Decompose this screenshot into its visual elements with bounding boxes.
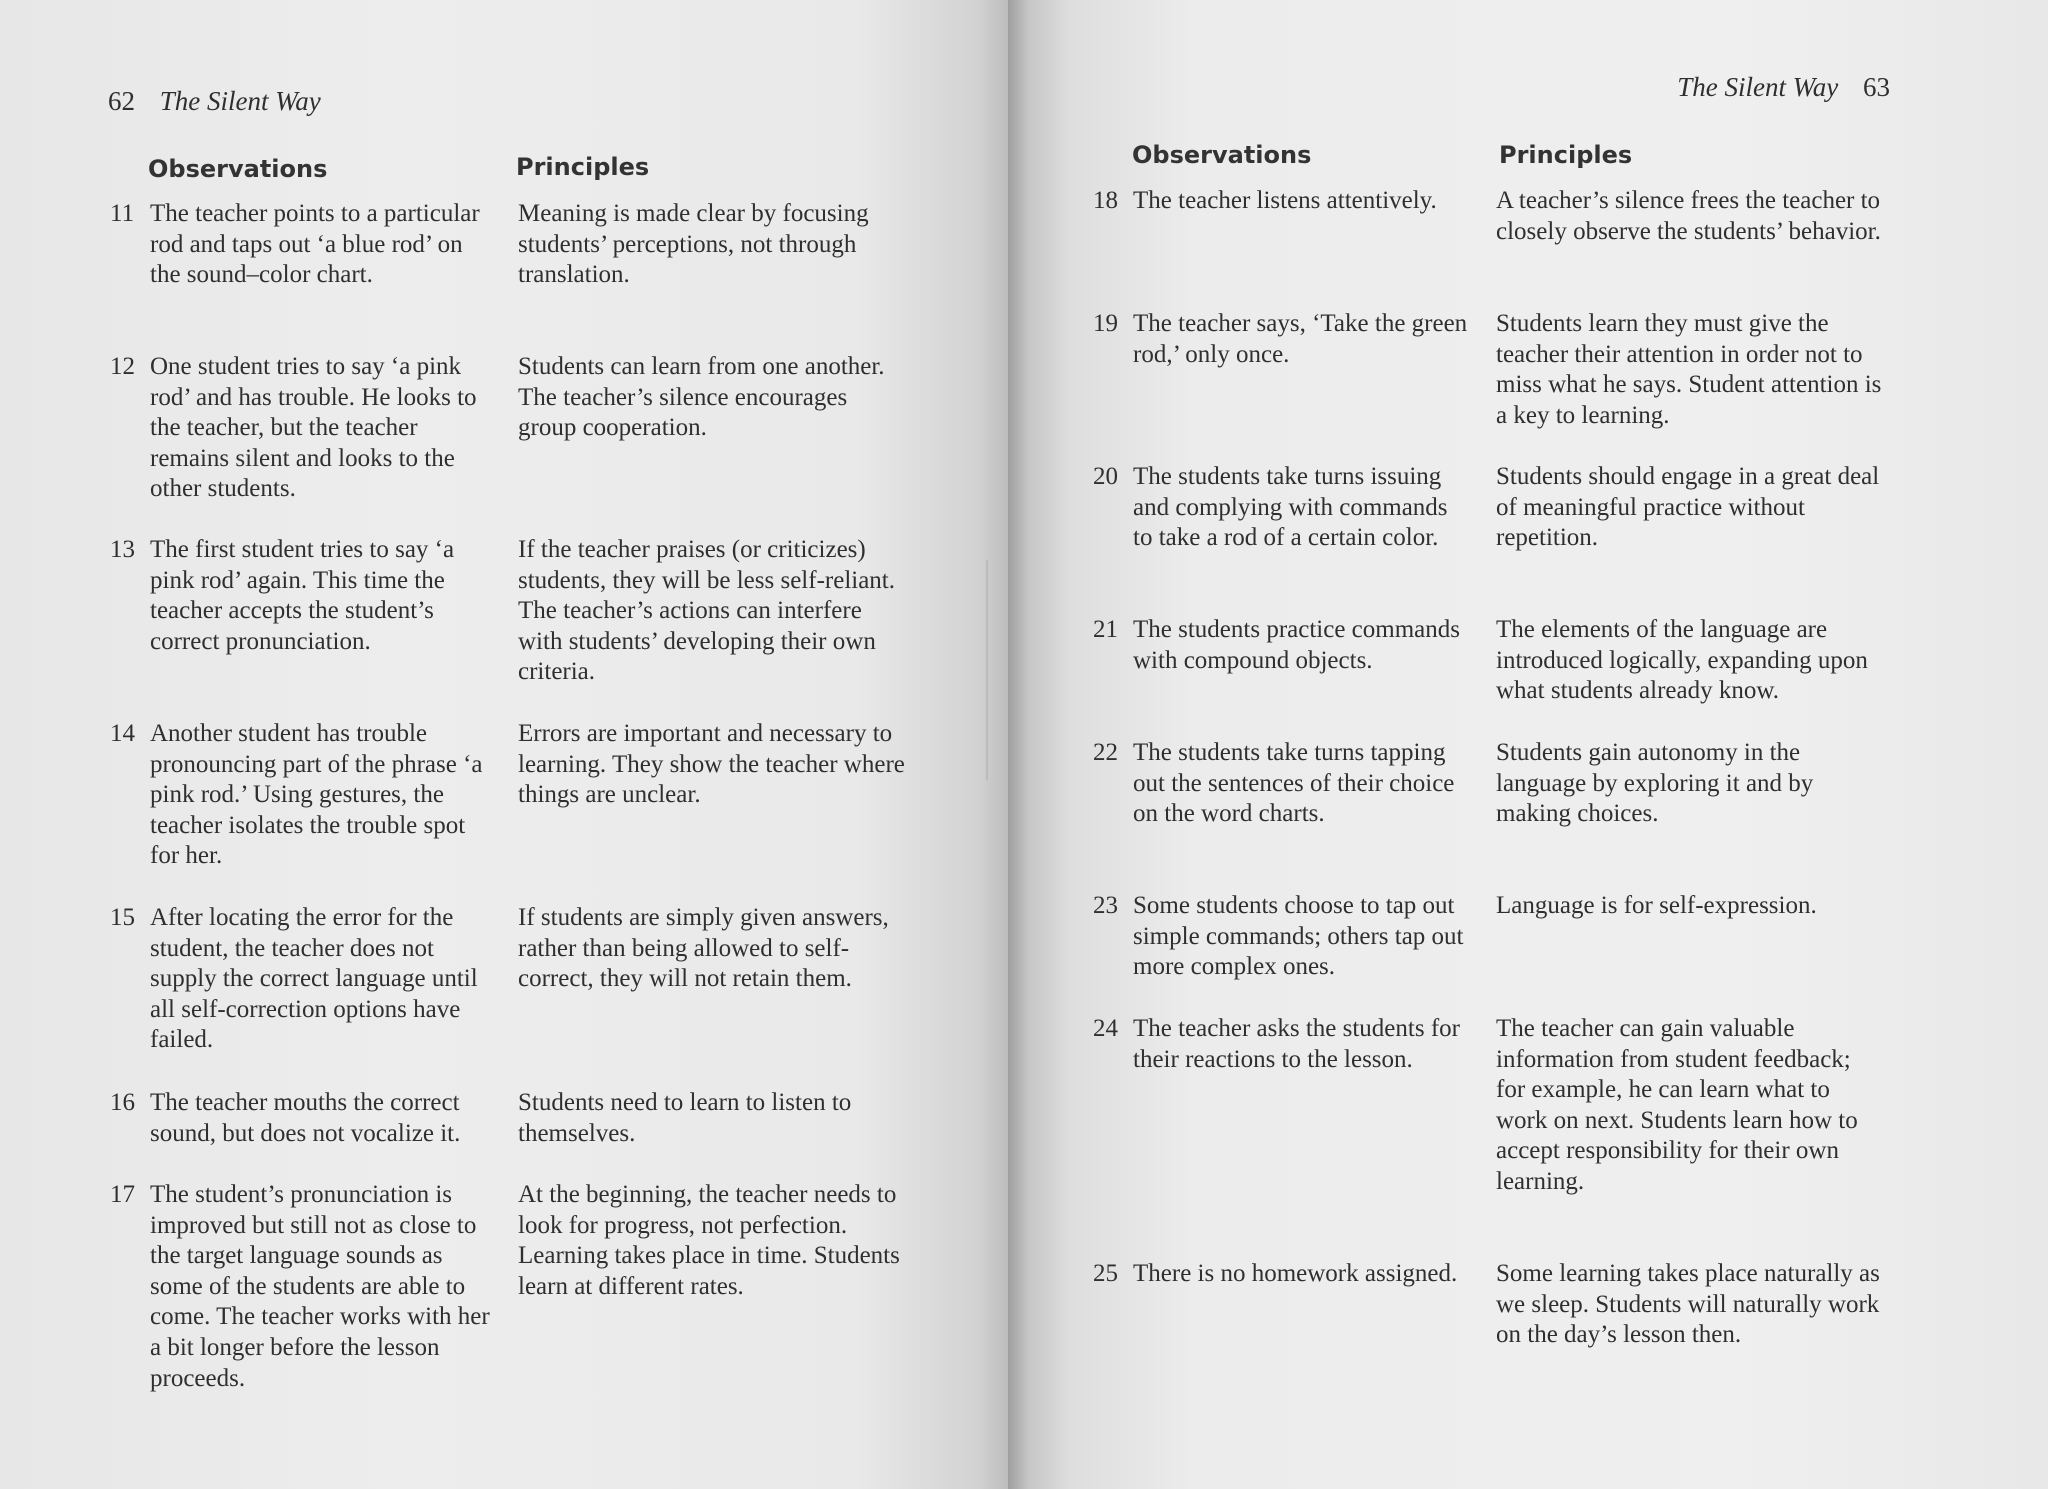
observation-text: The teacher says, ‘Take the green rod,’ only once. — [1133, 310, 1468, 368]
observation-text: The first student tries to say ‘a pink rod’ again. This time the teacher accepts the student’s correct pronunciation. — [150, 536, 455, 655]
right-page-header — [1677, 72, 1890, 103]
observation-text: The teacher listens attentively. — [1133, 187, 1437, 214]
right-observations-heading: Observations — [1132, 141, 1312, 169]
left-principles-heading: Principles — [516, 153, 650, 181]
entry-number: 12 — [110, 353, 135, 380]
right-running-title: The Silent Way — [1677, 72, 1839, 102]
principle-text: Students should engage in a great deal of meaningful practice without repetition. — [1496, 463, 1880, 552]
observation-text: Some students choose to tap out simple commands; others tap out more complex ones. — [1133, 892, 1464, 981]
observation-text: After locating the error for the student, the teacher does not supply the correct language until all self-correction options have failed. — [150, 904, 478, 1054]
principle-text: Errors are important and necessary to learning. They show the teacher where things are unclear. — [518, 720, 905, 809]
observation-text: There is no homework assigned. — [1133, 1260, 1458, 1287]
principle-text: A teacher’s silence frees the teacher to closely observe the students’ behavior. — [1496, 187, 1881, 245]
entry-number: 23 — [1093, 892, 1118, 919]
entry-number: 20 — [1093, 463, 1118, 490]
left-page — [0, 0, 1008, 1489]
principle-text: The teacher can gain valuable information from student feedback; for example, he can learn what to work on next. Students learn how to accept responsibility for their own learning. — [1496, 1015, 1858, 1195]
principle-text: Language is for self-expression. — [1496, 892, 1817, 919]
observation-text: The students take turns issuing and complying with commands to take a rod of a certain color. — [1133, 463, 1448, 552]
observation-text: The student’s pronunciation is improved but still not as close to the target language sounds as some of the students are able to come. The teacher works with her a bit longer before the lesson proceeds. — [150, 1181, 490, 1392]
principle-text: Students gain autonomy in the language by exploring it and by making choices. — [1496, 739, 1814, 828]
principle-text: At the beginning, the teacher needs to look for progress, not perfection. Learning takes place in time. Students learn at different rates. — [518, 1181, 900, 1300]
observation-text: One student tries to say ‘a pink rod’ and has trouble. He looks to the teacher, but the teacher remains silent and looks to the other students. — [150, 353, 477, 503]
observation-text: The students take turns tapping out the sentences of their choice on the word charts. — [1133, 739, 1455, 828]
entry-number: 24 — [1093, 1015, 1118, 1042]
gutter-shadow-mark — [986, 560, 988, 780]
right-page — [1008, 0, 2048, 1489]
principle-text: The elements of the language are introduced logically, expanding upon what students already know. — [1496, 616, 1868, 705]
entry-number: 22 — [1093, 739, 1118, 766]
observation-text: Another student has trouble pronouncing part of the phrase ‘a pink rod.’ Using gestures, the teacher isolates the trouble spot for her. — [150, 720, 483, 870]
principle-text: If students are simply given answers, rather than being allowed to self-correct, they will not retain them. — [518, 904, 889, 993]
left-running-title: The Silent Way — [159, 86, 321, 116]
principle-text: Students need to learn to listen to themselves. — [518, 1089, 852, 1147]
principle-text: Meaning is made clear by focusing students’ perceptions, not through translation. — [518, 200, 869, 289]
entry-number: 11 — [110, 200, 135, 227]
right-principles-heading: Principles — [1499, 141, 1633, 169]
entry-number: 14 — [110, 720, 135, 747]
entry-number: 25 — [1093, 1260, 1118, 1287]
entry-number: 15 — [110, 904, 135, 931]
principle-text: If the teacher praises (or criticizes) students, they will be less self-reliant. The teacher’s actions can interfere with students’ developing their own criteria. — [518, 536, 896, 686]
entry-number: 13 — [110, 536, 135, 563]
left-observations-heading: Observations — [148, 155, 328, 183]
entry-number: 18 — [1093, 187, 1118, 214]
right-page-number: 63 — [1863, 72, 1890, 102]
observation-text: The teacher points to a particular rod and taps out ‘a blue rod’ on the sound–color chart. — [150, 200, 480, 289]
entry-number: 17 — [110, 1181, 135, 1208]
left-page-header — [108, 86, 321, 117]
entry-number: 19 — [1093, 310, 1118, 337]
entry-number: 21 — [1093, 616, 1118, 643]
principle-text: Some learning takes place naturally as we sleep. Students will naturally work on the day’s lesson then. — [1496, 1260, 1880, 1349]
principle-text: Students can learn from one another. The teacher’s silence encourages group cooperation. — [518, 353, 885, 442]
entry-number: 16 — [110, 1089, 135, 1116]
observation-text: The teacher asks the students for their reactions to the lesson. — [1133, 1015, 1460, 1073]
observation-text: The teacher mouths the correct sound, but does not vocalize it. — [150, 1089, 461, 1147]
observation-text: The students practice commands with compound objects. — [1133, 616, 1460, 674]
left-page-number: 62 — [108, 86, 135, 116]
principle-text: Students learn they must give the teacher their attention in order not to miss what he says. Student attention is a key to learning. — [1496, 310, 1882, 429]
